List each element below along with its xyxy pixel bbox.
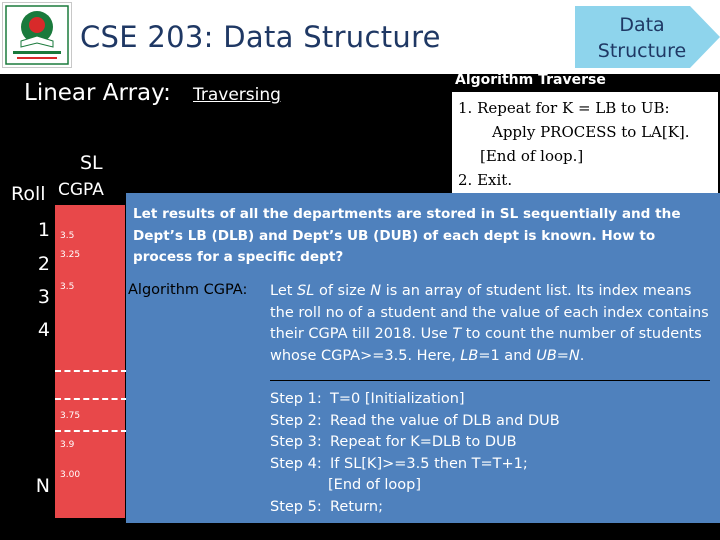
step-row: Step 4: If SL[K]>=3.5 then T=T+1; [270,455,528,472]
step-row: Step 3: Repeat for K=DLB to DUB [270,434,517,450]
roll-number: 1 [37,219,50,241]
array-cell: 3.25 [60,250,81,260]
step-row: [End of loop] [328,477,422,493]
step-row: Step 5: Return; [270,498,384,515]
algorithm-traverse-box [452,92,718,196]
problem-statement: Let results of all the departments are stored in SL sequentially and the Dept’s LB (DLB) and Dept’s UB (DUB) of each dept is known. How to process for a specific dept? [133,206,681,266]
array-cell: 3.00 [60,470,81,480]
algorithm-steps [270,389,720,518]
algorithm-line: Apply PROCESS to LA[K]. [492,123,690,141]
roll-number: 4 [37,319,50,341]
course-title: CSE 203: Data Structure [80,20,441,54]
array-name: SL [80,152,103,174]
roll-header: Roll [11,183,46,205]
algorithm-line: 2. Exit. [458,171,513,189]
array-gap-divider [55,370,127,372]
algorithm-line: 1. Repeat for K = LB to UB: [458,99,670,117]
slide-header [0,0,720,74]
array-gap-divider [55,398,127,400]
algorithm-line: [End of loop.] [480,147,584,165]
roll-number: N [35,475,50,497]
step-row: Step 1: T=0 [Initialization] [270,391,465,407]
university-logo [2,2,72,68]
algorithm-cgpa-description: Let SL of size N is an array of student list. Its index means the roll no of a student and the value of each index contains their CGPA till 2018. Use T to count the number of students whose CGPA>=3.5. Here, LB=1 and UB=N. [270,283,709,364]
step-row: Step 2: Read the value of DLB and DUB [270,412,560,429]
topic-label: Traversing [193,85,281,105]
topic-tag: Data Structure [597,14,687,62]
array-cell: 3.9 [60,440,75,450]
cgpa-header: CGPA [58,180,104,200]
algorithm-cgpa-label: Algorithm CGPA: [128,282,248,298]
roll-number: 3 [37,286,50,308]
array-gap-divider [55,430,127,432]
array-cell: 3.75 [60,411,81,421]
slide-subtitle: Linear Array: [24,80,171,106]
array-cell: 3.5 [60,231,75,241]
array-cell: 3.5 [60,282,75,292]
divider [270,380,710,381]
roll-number: 2 [37,253,50,275]
algorithm-traverse-title: Algorithm Traverse [455,72,606,88]
